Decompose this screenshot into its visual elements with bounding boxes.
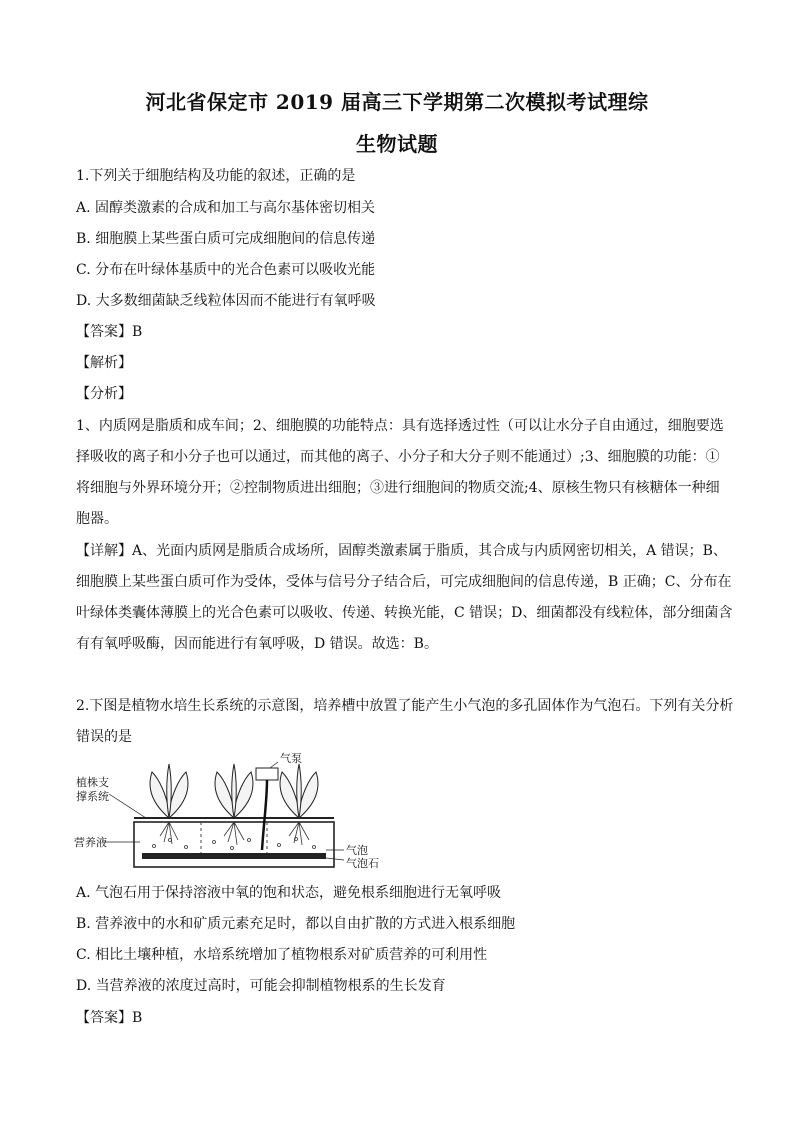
- q1-analysis-line: 将细胞与外界环境分开；②控制物质进出细胞；③进行细胞间的物质交流;4、原核生物只有核糖体一种细: [76, 480, 720, 496]
- q1-detail-line: 【详解】A、光面内质网是脂质合成场所，固醇类激素属于脂质，其合成与内质网密切相关，A 错误；B、: [76, 543, 727, 559]
- air-tube: [262, 780, 267, 850]
- pump-leader-line: [270, 762, 278, 768]
- label-stone: 气泡石: [346, 857, 379, 870]
- document-title: 河北省保定市 2019 届高三下学期第二次模拟考试理综: [145, 90, 649, 114]
- q1-detail-line: 叶绿体类囊体薄膜上的光合色素可以吸收、传递、转换光能，C 错误；D、细菌都没有线粒体，部分细菌含: [76, 605, 733, 621]
- q2-stem-line: 2.下图是植物水培生长系统的示意图，培养槽中放置了能产生小气泡的多孔固体作为气泡石。下列有关分析: [76, 698, 734, 714]
- label-pump: 气泵: [280, 752, 302, 765]
- q1-analysis-line: 择吸收的离子和小分子也可以通过，而其他的离子、小分子和大分子则不能通过）;3、细胞膜的功能：①: [76, 449, 720, 465]
- q2-option-d: D. 当营养液的浓度过高时，可能会抑制植物根系的生长发育: [76, 978, 446, 994]
- bubbles: [153, 838, 316, 850]
- label-support-1: 植株支: [76, 776, 109, 789]
- bubble-stone: [142, 853, 326, 859]
- hydroponic-system-figure: [74, 750, 384, 872]
- q2-option-b: B. 营养液中的水和矿质元素充足时，都以自由扩散的方式进入根系细胞: [76, 916, 516, 932]
- culture-tank: [134, 822, 334, 867]
- q1-jiexi-label: 【解析】: [76, 355, 132, 371]
- q1-stem: 1.下列关于细胞结构及功能的叙述，正确的是: [76, 168, 356, 184]
- document-subtitle: 生物试题: [356, 132, 438, 156]
- q1-option-c: C. 分布在叶绿体基质中的光合色素可以吸收光能: [76, 262, 376, 278]
- q1-option-a: A. 固醇类激素的合成和加工与高尔基体密切相关: [76, 200, 376, 216]
- q1-analysis-line: 1、内质网是脂质和成车间；2、细胞膜的功能特点：具有选择透过性（可以让水分子自由通过，细胞要选: [76, 418, 724, 434]
- q1-option-b: B. 细胞膜上某些蛋白质可完成细胞间的信息传递: [76, 231, 376, 247]
- q2-option-a: A. 气泡石用于保持溶液中氧的饱和状态，避免根系细胞进行无氧呼吸: [76, 885, 502, 901]
- q1-answer: 【答案】B: [76, 324, 143, 340]
- label-support-2: 撑系统: [76, 790, 109, 803]
- q1-fenxi-label: 【分析】: [76, 386, 132, 402]
- plants: [150, 764, 318, 818]
- q2-stem-line: 错误的是: [76, 729, 132, 745]
- plant-roots: [160, 822, 309, 845]
- q2-option-c: C. 相比土壤种植，水培系统增加了植物根系对矿质营养的可利用性: [76, 947, 488, 963]
- label-bubble: 气泡: [346, 844, 368, 857]
- q1-detail-line: 有有氧呼吸酶，因而能进行有氧呼吸，D 错误。故选：B。: [76, 636, 438, 652]
- q1-analysis-line: 胞器。: [76, 511, 118, 527]
- air-pump: [256, 768, 278, 780]
- q1-detail-line: 细胞膜上某些蛋白质可作为受体，受体与信号分子结合后，可完成细胞间的信息传递，B 正确；C、分布在: [76, 574, 732, 590]
- support-leader-line: [109, 794, 146, 818]
- q1-option-d: D. 大多数细菌缺乏线粒体因而不能进行有氧呼吸: [76, 293, 376, 309]
- q2-answer: 【答案】B: [76, 1010, 143, 1026]
- label-solution: 营养液: [74, 836, 107, 849]
- stone-leader-line: [326, 858, 344, 860]
